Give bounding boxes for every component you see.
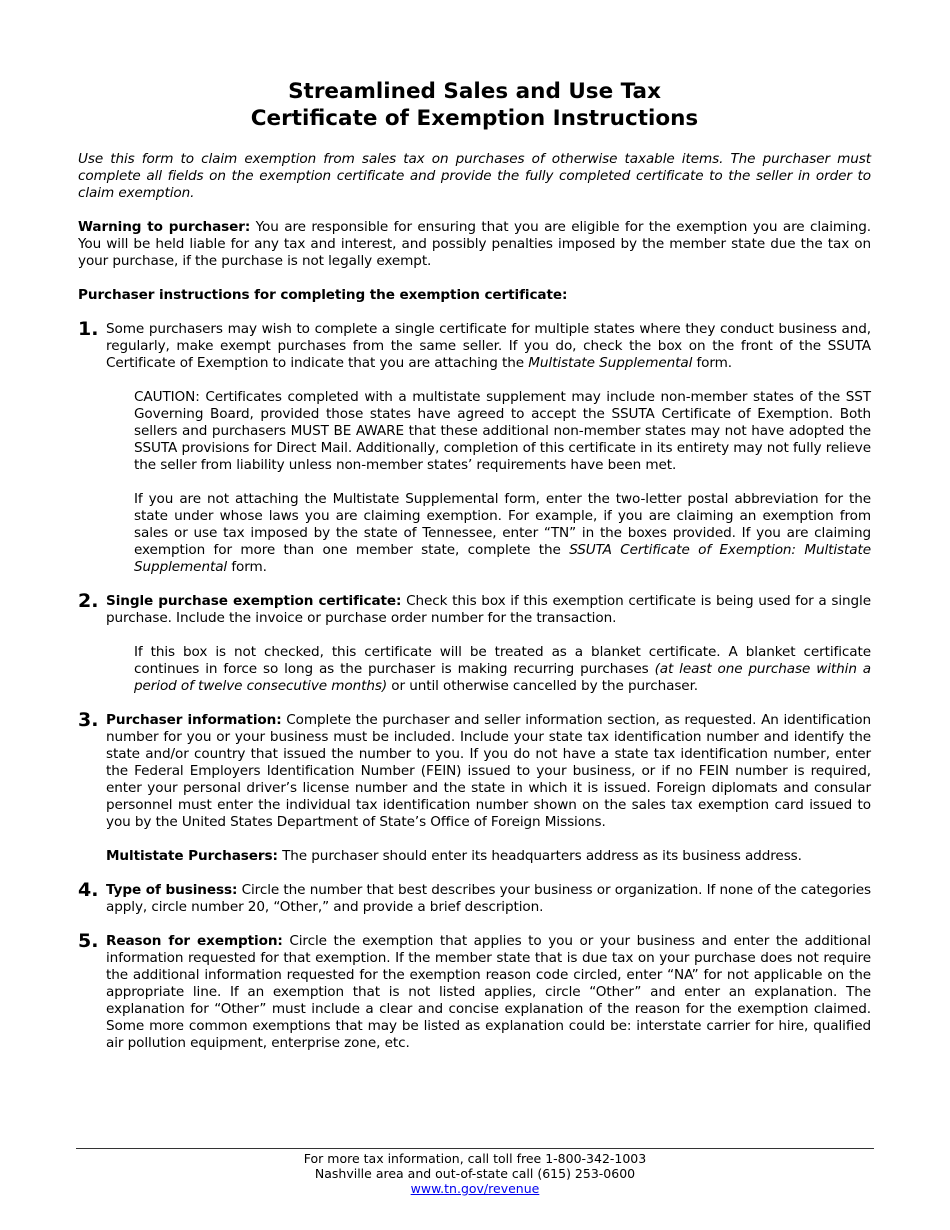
title-line-1: Streamlined Sales and Use Tax xyxy=(288,79,661,104)
footer-phone: For more tax information, call toll free 1-800-342-1003 xyxy=(303,1151,647,1166)
item-sub-paragraph xyxy=(106,491,871,576)
instruction-item xyxy=(78,879,871,916)
item-label: Type of business: xyxy=(106,882,238,898)
item-paragraph xyxy=(106,712,871,831)
warning-paragraph xyxy=(78,219,871,270)
revenue-website-link[interactable]: www.tn.gov/revenue xyxy=(410,1181,540,1196)
item-number: 2. xyxy=(78,590,99,612)
instruction-item xyxy=(78,590,871,695)
title-line-2: Certificate of Exemption Instructions xyxy=(250,106,699,131)
intro-paragraph: Use this form to claim exemption from sales tax on purchases of otherwise taxable items. The purchaser must complete all fields on the exemption certificate and provide the fully completed certificate to the seller in order to claim exemption. xyxy=(78,151,871,201)
instruction-item xyxy=(78,709,871,865)
warning-text: You are responsible for ensuring that you are eligible for the exemption you are claiming. You will be held liable for any tax and interest, and possibly penalties imposed by the member state due the tax on your purchase, if the purchase is not legally exempt. xyxy=(78,219,871,269)
instructions-heading: Purchaser instructions for completing the exemption certificate: xyxy=(78,287,568,303)
item-text: form. xyxy=(692,355,733,371)
instruction-list xyxy=(78,318,871,1052)
item-label: Reason for exemption: xyxy=(106,933,283,949)
item-text: Circle the exemption that applies to you or your business and enter the additional information requested for that exemption. If the member state that is due tax on your purchase does not require the additional information requested for the exemption reason code circled, enter “NA” for not applicable on the appropriate line. If an exemption that is not listed applies, circle “Other” and enter an explanation. The explanation for “Other” must include a clear and concise explanation of the reason for the exemption claimed. Some more common exemptions that may be listed as explanation could be: interstate carrier for hire, qualified air pollution equipment, enterprise zone, etc. xyxy=(106,933,871,1051)
item-text: If you are not attaching the Multistate Supplemental form, enter the two-letter postal abbreviation for the state under whose laws you are claiming exemption. For example, if you are claiming an exemption from sales or use tax imposed by the state of Tennessee, enter “TN” in the boxes provided. If you are claiming exemption for more than one member state, complete the xyxy=(134,491,871,558)
item-paragraph xyxy=(106,882,871,916)
item-text: Circle the number that best describes your business or organization. If none of the categories apply, circle number 20, “Other,” and provide a brief description. xyxy=(106,882,871,915)
item-number: 4. xyxy=(78,879,99,901)
item-label: Purchaser information: xyxy=(106,712,282,728)
item-sub-paragraph xyxy=(106,644,871,695)
item-paragraph xyxy=(106,593,871,627)
footer xyxy=(76,1148,874,1196)
emphasis-text: SSUTA Certificate of Exemption: Multistate Supplemental xyxy=(134,542,871,575)
item-text: Complete the purchaser and seller information section, as requested. An identification number for you or your business must be included. Include your state tax identification number and identify the state and/or country that issued the number to you. If you do not have a state tax identification number, enter the Federal Employers Identification Number (FEIN) issued to your business, or if no FEIN number is required, enter your personal driver’s license number and the state in which it is issued. Foreign diplomats and consular personnel must enter the individual tax identification number shown on the sales tax exemption card issued to you by the United States Department of State’s Office of Foreign Missions. xyxy=(106,712,871,830)
emphasis-text: Multistate Supplemental xyxy=(528,355,693,371)
item-paragraph xyxy=(106,933,871,1052)
item-text: form. xyxy=(227,559,267,575)
instructions-page xyxy=(78,78,871,1052)
instruction-item xyxy=(78,930,871,1052)
emphasis-text: (at least one purchase within a period of twelve consecutive months) xyxy=(134,661,871,694)
item-number: 3. xyxy=(78,709,99,731)
item-number: 1. xyxy=(78,318,99,340)
item-label: Single purchase exemption certificate: xyxy=(106,593,402,609)
item-text: Some purchasers may wish to complete a single certificate for multiple states where they conduct business and, regularly, make exempt purchases from the same seller. If you do, check the box on the front of the SSUTA Certificate of Exemption to indicate that you are attaching the xyxy=(106,321,871,371)
item-label: Multistate Purchasers: xyxy=(106,848,278,864)
instruction-item xyxy=(78,318,871,576)
item-sub-paragraph xyxy=(106,848,871,865)
item-sub-paragraph xyxy=(106,389,871,474)
item-text: The purchaser should enter its headquarters address as its business address. xyxy=(277,848,802,864)
item-paragraph xyxy=(106,321,871,372)
footer-local-phone: Nashville area and out-of-state call (615) 253-0600 xyxy=(314,1166,636,1181)
item-text: CAUTION: Certificates completed with a multistate supplement may include non-member states of the SST Governing Board, provided those states have agreed to accept the SSUTA Certificate of Exemption. Both sellers and purchasers MUST BE AWARE that these additional non-member states may not have adopted the SSUTA provisions for Direct Mail. Additionally, completion of this certificate in its entirety may not fully relieve the seller from liability unless non-member states’ requirements have been met. xyxy=(134,389,871,473)
item-text: If this box is not checked, this certificate will be treated as a blanket certificate. A blanket certificate continues in force so long as the purchaser is making recurring purchases xyxy=(134,644,871,677)
page-title xyxy=(78,78,871,132)
item-number: 5. xyxy=(78,930,99,952)
warning-label: Warning to purchaser: xyxy=(78,219,251,235)
item-text: or until otherwise cancelled by the purchaser. xyxy=(387,678,699,694)
item-text: Check this box if this exemption certificate is being used for a single purchase. Include the invoice or purchase order number for the transaction. xyxy=(106,593,871,626)
